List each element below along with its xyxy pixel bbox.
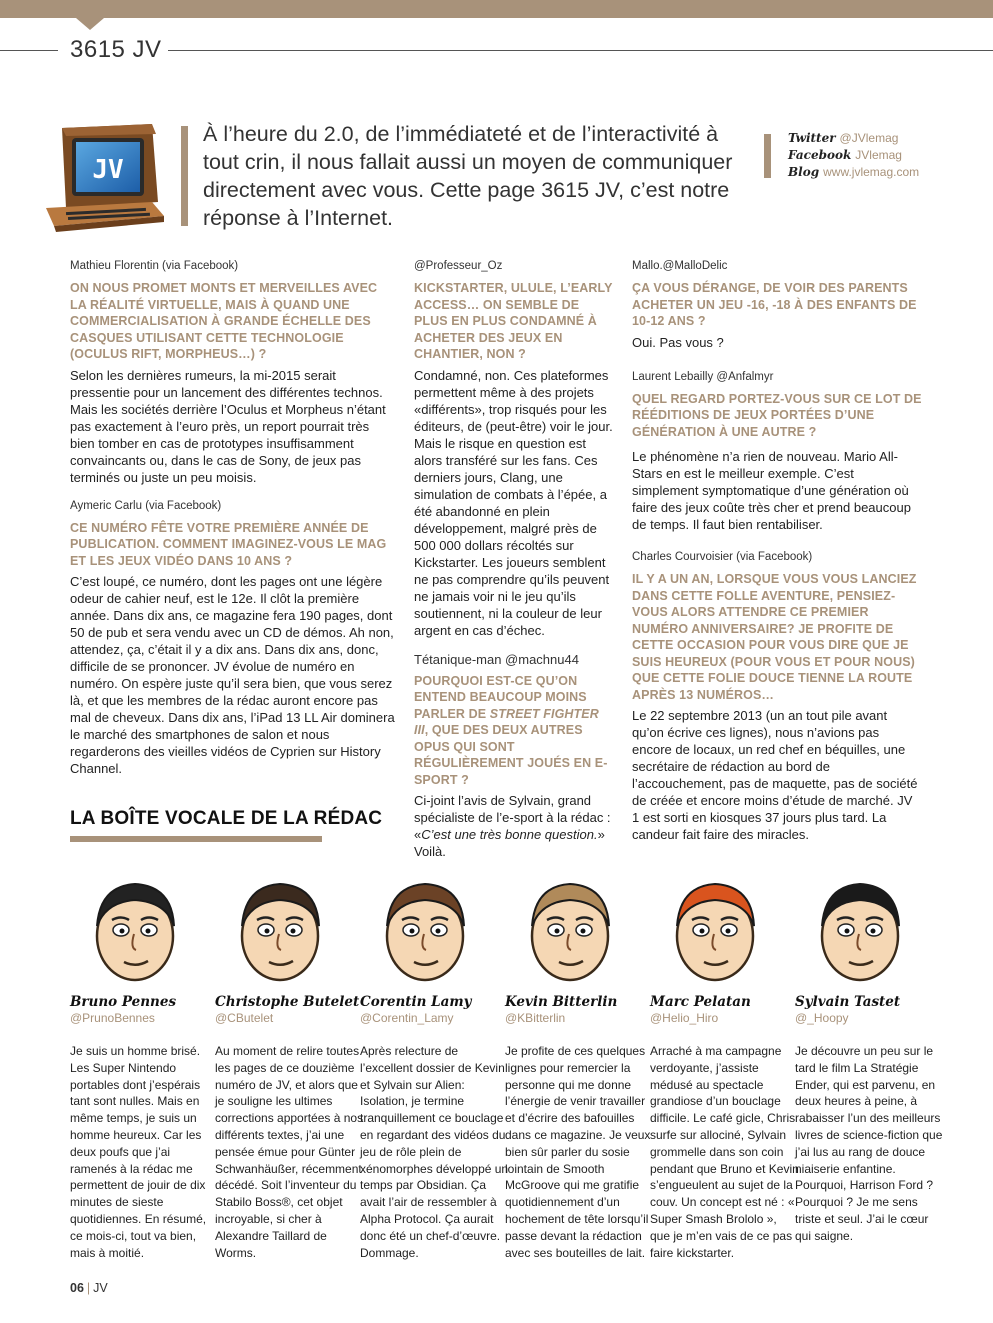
qa-author: Mallo.@MalloDelic	[632, 260, 728, 272]
qa-question-game-title: STREET FIGHTER III	[414, 706, 599, 737]
social-value[interactable]: JVlemag	[855, 148, 902, 162]
qa-question: KICKSTARTER, ULULE, L’EARLY ACCESS… ON SEMBLE DE PLUS EN PLUS CONDAMNÉ À ACHETER DES JEUX EN CHANTIER, NON ?	[414, 281, 613, 361]
social-blog	[788, 164, 919, 181]
qa-author: @Professeur_Oz	[414, 260, 503, 272]
folio-mag: JV	[93, 1281, 108, 1295]
qa-answer: Le phénomène n’a rien de nouveau. Mario All-Stars en est le meilleur exemple. C’est simplement symptomatique d’une génération où faire des jeux coûte très cher et prend beaucoup de temps. Il faut bien rentabiliser.	[632, 449, 911, 532]
social-facebook	[788, 147, 919, 164]
staff-handle[interactable]: @PrunoBennes	[70, 1011, 155, 1025]
qa-author: Aymeric Carlu (via Facebook)	[70, 499, 222, 512]
staff-name: Corentin Lamy	[360, 994, 472, 1010]
qa-answer: Le 22 septembre 2013 (un an tout pile avant qu’on écrive ces lignes), nous n’avions pas encore de locaux, un red chef en béquilles, une secrétaire de rédaction au bord de l’accouchement, pas de maquette, pas de société de créée et encore moins d’étude de marché. JV 1 est sorti en kiosques 37 jours plus tard. La candeur fait faire des miracles.	[632, 708, 918, 842]
rubric-rule-left	[0, 50, 58, 51]
qa-question: CE NUMÉRO FÊTE VOTRE PREMIÈRE ANNÉE DE PUBLICATION. COMMENT IMAGINEZ-VOUS LE MAG ET LES JEUX VIDÉO DANS 10 ANS ?	[70, 520, 387, 568]
social-accent-bar	[764, 134, 771, 178]
page-number: 06	[70, 1281, 84, 1295]
staff-card	[360, 868, 510, 1261]
staff-name: Kevin Bitterlin	[505, 994, 618, 1010]
staff-card	[795, 868, 945, 1245]
qa-answer: Selon les dernières rumeurs, la mi-2015 serait pressentie pour un lancement des différentes technos. Mais les sociétés derrière l’Oculus et Morpheus n’étant pas exactement à l’euro près, un report pourrait très bien tomber en cas de prototypes insuffisamment convaincants ou, dans le cas de Sony, de jeux pas terminés ou juste un peu moisis.	[70, 367, 386, 485]
qa-answer	[414, 792, 614, 860]
social-label: Facebook	[788, 148, 852, 162]
section-title: LA BOÎTE VOCALE DE LA RÉDAC	[70, 808, 383, 829]
qa-answer: Oui. Pas vous ?	[632, 334, 724, 350]
qa-author: Charles Courvoisier (via Facebook)	[632, 551, 813, 563]
staff-name: Bruno Pennes	[70, 994, 177, 1010]
staff-caricature	[505, 868, 635, 986]
staff-caricature	[360, 868, 490, 986]
qa-answer: Condamné, non. Ces plateformes permettent même à des projets «différents», trop risqués pour les éditeurs, de (peut-être) voir le jour. Mais le risque en question est alors transféré sur les fans. Ces derniers jours, Clang, une simulation de combats à l’épée, a été abandonné en plein développement, malgré près de 500 000 dollars récoltés sur Kickstarter. Les joueurs semblent ne pas comprendre qu’ils peuvent ne jamais voir ni le jeu qu’ils soutiennent, ni la couleur de leur argent en cas d’échec.	[414, 367, 613, 638]
section-underline	[70, 836, 322, 842]
social-value[interactable]: @JVlemag	[839, 131, 899, 145]
intro-paragraph: À l’heure du 2.0, de l’immédiateté et de l’interactivité à tout crin, il nous fallait aussi un moyen de communiquer directement avec vous. Cette page 3615 JV, c’est notre réponse à l’Internet.	[203, 122, 733, 230]
staff-caricature	[215, 868, 345, 986]
qa-question-part: , QUE DES DEUX AUTRES OPUS QUI SONT RÉGULIÈREMENT JOUÉS EN E-SPORT ?	[414, 723, 608, 787]
staff-card	[70, 868, 220, 1261]
qa-question: ON NOUS PROMET MONTS ET MERVEILLES AVEC LA RÉALITÉ VIRTUELLE, MAIS À QUAND UNE COMMERCIALISATION À GRANDE ÉCHELLE DES CASQUES UTILISANT CETTE TECHNOLOGIE (OCULUS RIFT, MORPHEUS…) ?	[70, 281, 378, 361]
qa-question: QUEL REGARD PORTEZ-VOUS SUR CE LOT DE RÉÉDITIONS DE JEUX PORTÉES D’UNE GÉNÉRATION À UNE AUTRE ?	[632, 391, 922, 439]
top-band-notch	[76, 18, 104, 30]
staff-blurb: Je profite de ces quelques lignes pour remercier la personne qui me donne l’énergie de venir travailler et d’écrire des bafouilles dans ce magazine. Je veux bien sûr parler du sosie lointain de Smooth McGroove qui me gratifie quotidiennement d’un hochement de tête lorsqu’il passe devant la rédaction avec ses bouteilles de lait.	[505, 1044, 651, 1260]
top-band	[0, 0, 993, 18]
rubric-title: 3615 JV	[70, 36, 162, 63]
staff-name: Sylvain Tastet	[795, 994, 901, 1010]
social-value[interactable]: www.jvlemag.com	[823, 165, 920, 179]
qa-author: Tétanique-man @machnu44	[414, 651, 579, 667]
staff-handle[interactable]: @CButelet	[215, 1011, 274, 1025]
qa-column-3	[632, 258, 922, 855]
qa-column-2	[414, 258, 614, 872]
qa-answer: C’est loupé, ce numéro, dont les pages ont une légère odeur de cahier neuf, est le 12e. Il clôt la première année. Dans dix ans, ce magazine fera 190 pages, dont 50 de pub et sera vendu avec un CD de démos. Ah non, attendez, ça, c’était il y a dix ans. Dans dix ans, donc, difficile de se prononcer. JV évolue de numéro en numéro. On espère juste qu’il sera bien, que vous serez là, et que les membres de la rédac auront encore pas mal de cheveux. Dans dix ans, l’iPad 13 LL Air dominera le marché des smartphones de salon et nous regarderons des vieilles vidéos de Cyprien sur History Channel.	[70, 574, 395, 776]
rubric-rule-right	[168, 50, 993, 51]
qa-answer-quote: C’est une très bonne question.	[421, 827, 598, 842]
retro-computer-logo	[40, 122, 170, 232]
qa-answer-part: Ci-joint l’avis de Sylvain, grand spécialiste de l’e-sport à la rédac : «	[414, 793, 611, 842]
qa-question	[414, 673, 614, 789]
staff-blurb: Au moment de relire toutes les pages de ce douzième numéro de JV, et alors que je souligne les ultimes corrections apportées à nos différents textes, j’ai une pensée émue pour Günter Schwanhäußer, récemment décédé. Soit l’inventeur du Stabilo Boss®, cet objet incroyable, si cher à Alexandre Taillard de Worms.	[215, 1044, 364, 1260]
staff-handle[interactable]: @Corentin_Lamy	[360, 1011, 454, 1025]
qa-author: Laurent Lebailly @Anfalmyr	[632, 370, 774, 383]
staff-card	[505, 868, 655, 1261]
staff-handle[interactable]: @_Hoopy	[795, 1011, 849, 1025]
staff-name: Marc Pelatan	[650, 994, 751, 1010]
staff-handle[interactable]: @Helio_Hiro	[650, 1011, 719, 1025]
social-links	[788, 130, 919, 181]
social-label: Twitter	[788, 131, 836, 145]
staff-blurb: Arraché à ma campagne verdoyante, j’assiste médusé au spectacle grandiose d’un bouclage difficile. Le café gicle, Chris surfe sur allociné, Sylvain grommelle dans son coin pendant que Bruno et Kevin s’engueulent au sujet de la couv. Un concept est né : « Super Smash Brololo », que je m’en vais de ce pas faire kickstarter.	[650, 1044, 799, 1260]
staff-caricature	[650, 868, 780, 986]
staff-card	[215, 868, 365, 1261]
staff-blurb: Après relecture de l’excellent dossier de Kevin et Sylvain sur Alien: Isolation, je termine tranquillement ce bouclage en regardant des vidéos du jeu de rôle plein de xénomorphes développé un temps par Obsidian. Ça avait l’air de ressembler à Alpha Protocol. Ça aurait donc été un chef-d’œuvre. Dommage.	[360, 1044, 509, 1260]
staff-blurb: Je découvre un peu sur le tard le film La Stratégie Ender, qui est parvenu, en deux heures à peine, à rabaisser l’un des meilleurs livres de science-fiction que j’ai lus au rang de douce niaiserie enfantine. Pourquoi, Harrison Ford ? Pourquoi ? Je me sens triste et seul. J’ai le cœur qui saigne.	[795, 1044, 943, 1243]
staff-handle[interactable]: @KBitterlin	[505, 1011, 566, 1025]
qa-question-part: POURQUOI EST-CE QU’ON ENTEND BEAUCOUP MOINS PARLER DE	[414, 673, 587, 721]
folio-separator: |	[86, 1281, 91, 1295]
page-folio	[70, 1281, 108, 1295]
logo-screen-text: JV	[92, 155, 124, 185]
staff-name: Christophe Butelet	[215, 994, 360, 1010]
staff-blurb: Je suis un homme brisé. Les Super Nintendo portables dont j’espérais tant sont nulles. Mais en même temps, je suis un homme heureux. Car les deux poufs que j’ai ramenés à la rédac me permettent de jouir de dix minutes de sieste quotidiennes. En résumé, ce mois-ci, tout va bien, mais à moitié.	[70, 1044, 207, 1260]
qa-author: Mathieu Florentin (via Facebook)	[70, 260, 239, 272]
staff-card	[650, 868, 800, 1261]
staff-caricature	[70, 868, 200, 986]
qa-question: ÇA VOUS DÉRANGE, DE VOIR DES PARENTS ACHETER UN JEU -16, -18 À DES ENFANTS DE 10-12 ANS ?	[632, 281, 917, 328]
qa-answer-part: » Voilà.	[414, 827, 605, 859]
qa-question: IL Y A UN AN, LORSQUE VOUS VOUS LANCIEZ DANS CETTE FOLLE AVENTURE, PENSIEZ-VOUS ALORS ATTENDRE CE PREMIER NUMÉRO ANNIVERSAIRE? JE PROFITE DE CETTE OCCASION POUR VOUS DIRE QUE JE SUIS HEUREUX (POUR VOUS ET POUR NOUS) QUE CETTE FOLIE DOUCE TIENNE LA ROUTE APRÈS 13 NUMÉROS…	[632, 572, 917, 702]
social-twitter	[788, 130, 919, 147]
qa-column-1	[70, 258, 396, 789]
staff-caricature	[795, 868, 925, 986]
social-label: Blog	[788, 165, 820, 179]
intro-accent-bar	[181, 126, 188, 226]
